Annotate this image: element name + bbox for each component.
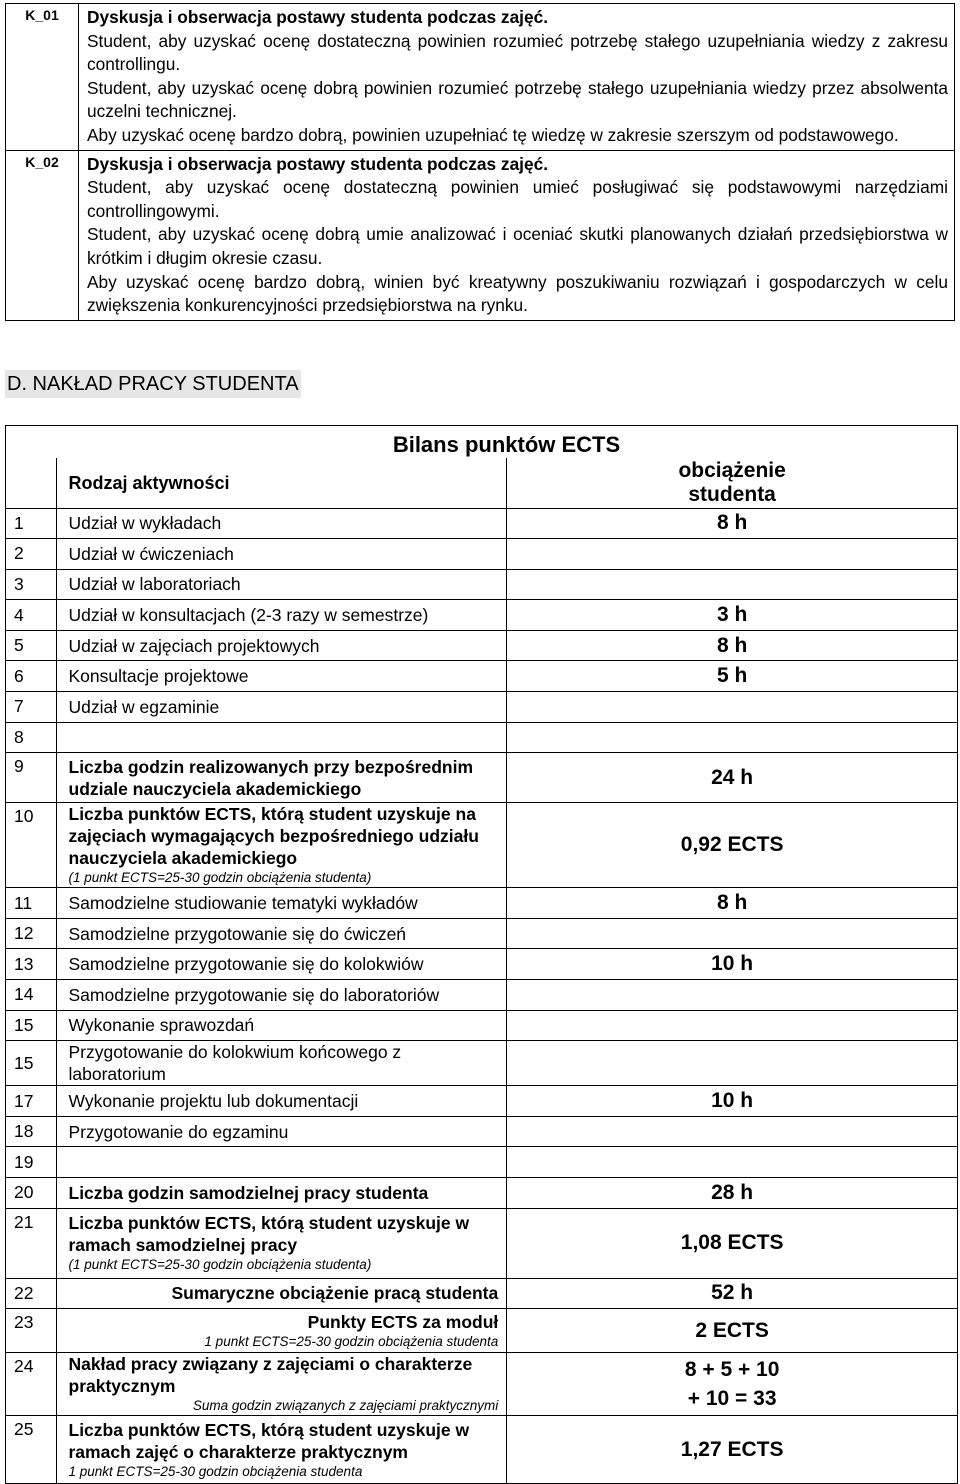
activity-label: Udział w wykładach (56, 508, 507, 539)
load-value (507, 539, 958, 570)
ects-table (5, 425, 958, 1484)
row-number: 1 (6, 508, 57, 539)
table-row (6, 630, 958, 661)
outcome-line: Aby uzyskać ocenę bardzo dobrą, winien być kreatywny poszukiwaniu rozwiązań i gospodarczych w celu zwiększenia konkurencyjności przedsiębiorstwa na rynku. (87, 271, 948, 316)
table-row (6, 539, 958, 570)
activity-label: Udział w ćwiczeniach (56, 539, 507, 570)
row-number: 11 (6, 888, 57, 919)
table-row (6, 1086, 958, 1117)
table-row (6, 1278, 958, 1309)
load-value: 28 h (507, 1178, 958, 1209)
activity-label: Liczba punktów ECTS, którą student uzyskuje w ramach zajęć o charakterze praktycznym (68, 1419, 470, 1462)
section-heading: D. NAKŁAD PRACY STUDENTA (5, 370, 301, 398)
row-number: 7 (6, 692, 57, 723)
ects-header-row (6, 458, 958, 508)
load-value: 10 h (507, 1086, 958, 1117)
row-number: 15 (6, 1041, 57, 1086)
table-row (6, 980, 958, 1011)
row-number: 23 (6, 1309, 57, 1353)
load-value-line: + 10 = 33 (687, 1387, 777, 1411)
table-row (6, 722, 958, 753)
activity-label: Nakład pracy związany z zajęciami o charakterze praktycznym (68, 1354, 473, 1397)
outcome-row (6, 150, 955, 320)
empty-cell (6, 426, 57, 459)
activity-label: Samodzielne przygotowanie się do ćwiczeń (56, 918, 507, 949)
row-number: 13 (6, 949, 57, 980)
table-row (6, 692, 958, 723)
outcome-line: Student, aby uzyskać ocenę dostateczną powinien rozumieć potrzebę stałego uzupełniania wiedzy z zakresu controllingu. (87, 30, 948, 75)
activity-label: Samodzielne studiowanie tematyki wykładów (56, 888, 507, 919)
row-number: 12 (6, 918, 57, 949)
load-value: 3 h (507, 600, 958, 631)
table-row (6, 1041, 958, 1086)
activity-column-header: Rodzaj aktywności (56, 458, 507, 508)
row-number: 17 (6, 1086, 57, 1117)
row-number: 15 (6, 1010, 57, 1041)
row-number: 10 (6, 803, 57, 888)
outcome-row (6, 4, 955, 151)
activity-cell (56, 1353, 507, 1416)
activity-label: Konsultacje projektowe (56, 661, 507, 692)
table-row (6, 1116, 958, 1147)
load-value: 8 h (507, 508, 958, 539)
load-value (507, 1353, 958, 1416)
ects-title-row (6, 426, 958, 459)
load-value: 0,92 ECTS (507, 803, 958, 888)
activity-label: Liczba punktów ECTS, którą student uzyskuje w ramach samodzielnej pracy (68, 1213, 470, 1256)
load-column-header (507, 458, 958, 508)
load-value (507, 1147, 958, 1178)
activity-label: Udział w laboratoriach (56, 569, 507, 600)
row-number: 5 (6, 630, 57, 661)
row-number: 22 (6, 1278, 57, 1309)
load-value: 52 h (507, 1278, 958, 1309)
load-value: 1,27 ECTS (507, 1416, 958, 1484)
table-row (6, 803, 958, 888)
table-row (6, 508, 958, 539)
load-value-line: 8 + 5 + 10 (684, 1358, 780, 1382)
table-row (6, 1010, 958, 1041)
activity-label: Samodzielne przygotowanie się do kolokwiów (56, 949, 507, 980)
activity-label: Wykonanie projektu lub dokumentacji (56, 1086, 507, 1117)
activity-label: Przygotowanie do kolokwium końcowego z laboratorium (56, 1041, 507, 1086)
activity-note: 1 punkt ECTS=25-30 godzin obciążenia studenta (204, 1333, 499, 1349)
activity-label (56, 722, 507, 753)
table-row (6, 918, 958, 949)
table-row (6, 661, 958, 692)
row-number: 21 (6, 1208, 57, 1278)
ects-title: Bilans punktów ECTS (56, 426, 958, 459)
outcome-heading: Dyskusja i obserwacja postawy studenta podczas zajęć. (87, 7, 549, 27)
row-number: 2 (6, 539, 57, 570)
load-header-line: studenta (688, 482, 776, 506)
outcome-line: Student, aby uzyskać ocenę dostateczną powinien umieć posługiwać się podstawowymi narzędziami controllingowymi. (87, 177, 948, 221)
row-number: 19 (6, 1147, 57, 1178)
load-value (507, 722, 958, 753)
load-value (507, 569, 958, 600)
row-number: 6 (6, 661, 57, 692)
load-value: 10 h (507, 949, 958, 980)
load-value (507, 918, 958, 949)
activity-label: Przygotowanie do egzaminu (56, 1116, 507, 1147)
load-value: 5 h (507, 661, 958, 692)
activity-label: Liczba punktów ECTS, którą student uzyskuje na zajęciach wymagających bezpośredniego udziału nauczyciela akademickiego (68, 804, 479, 869)
load-value (507, 1041, 958, 1086)
activity-label: Wykonanie sprawozdań (56, 1010, 507, 1041)
load-value: 8 h (507, 888, 958, 919)
outcome-code: K_01 (6, 4, 79, 151)
table-row (6, 888, 958, 919)
row-number: 8 (6, 722, 57, 753)
row-number: 4 (6, 600, 57, 631)
table-row (6, 753, 958, 803)
load-value: 2 ECTS (507, 1309, 958, 1353)
row-number: 9 (6, 753, 57, 803)
activity-note: (1 punkt ECTS=25-30 godzin obciążenia studenta) (68, 870, 372, 886)
outcome-line: Student, aby uzyskać ocenę dobrą powinien rozumieć potrzebę stałego uzupełniania wiedzy przez absolwenta uczelni technicznej. (87, 77, 948, 122)
load-value: 1,08 ECTS (507, 1208, 958, 1278)
table-row (6, 1178, 958, 1209)
activity-label: Sumaryczne obciążenie pracą studenta (56, 1278, 507, 1309)
row-number: 14 (6, 980, 57, 1011)
outcome-code: K_02 (6, 150, 79, 320)
load-value (507, 692, 958, 723)
table-row (6, 1147, 958, 1178)
activity-label: Udział w egzaminie (56, 692, 507, 723)
outcome-line: Aby uzyskać ocenę bardzo dobrą, powinien uzupełniać tę wiedzę w zakresie szerszym od podstawowego. (87, 124, 899, 145)
outcome-description (79, 4, 955, 151)
row-number: 20 (6, 1178, 57, 1209)
activity-label: Liczba godzin samodzielnej pracy studenta (56, 1178, 507, 1209)
row-number: 3 (6, 569, 57, 600)
load-value (507, 1116, 958, 1147)
activity-cell (56, 1309, 507, 1353)
table-row (6, 1208, 958, 1278)
outcome-line: Student, aby uzyskać ocenę dobrą umie analizować i oceniać skutki planowanych działań przedsiębiorstwa w krótkim i długim okresie czasu. (87, 224, 948, 268)
activity-note: Suma godzin związanych z zajęciami praktycznymi (192, 1398, 499, 1414)
activity-note: (1 punkt ECTS=25-30 godzin obciążenia studenta) (68, 1257, 372, 1273)
activity-note: 1 punkt ECTS=25-30 godzin obciążenia studenta (68, 1463, 363, 1479)
table-row (6, 1353, 958, 1416)
table-row (6, 569, 958, 600)
load-value: 24 h (507, 753, 958, 803)
outcome-description (79, 150, 955, 320)
load-value (507, 1010, 958, 1041)
activity-label: Liczba godzin realizowanych przy bezpośrednim udziale nauczyciela akademickiego (56, 753, 507, 803)
activity-label: Samodzielne przygotowanie się do laboratoriów (56, 980, 507, 1011)
load-header-line: obciążenie (678, 458, 786, 482)
outcome-heading: Dyskusja i obserwacja postawy studenta podczas zajęć. (87, 153, 549, 174)
table-row (6, 949, 958, 980)
table-row (6, 1309, 958, 1353)
row-number: 18 (6, 1116, 57, 1147)
activity-cell (56, 803, 507, 888)
activity-label: Punkty ECTS za moduł (307, 1311, 499, 1332)
activity-label (56, 1147, 507, 1178)
activity-cell (56, 1208, 507, 1278)
activity-label: Udział w konsultacjach (2-3 razy w semestrze) (56, 600, 507, 631)
empty-cell (6, 458, 57, 508)
table-row (6, 600, 958, 631)
activity-label: Udział w zajęciach projektowych (56, 630, 507, 661)
load-value: 8 h (507, 630, 958, 661)
row-number: 25 (6, 1416, 57, 1484)
row-number: 24 (6, 1353, 57, 1416)
outcomes-table (5, 3, 955, 321)
load-value (507, 980, 958, 1011)
